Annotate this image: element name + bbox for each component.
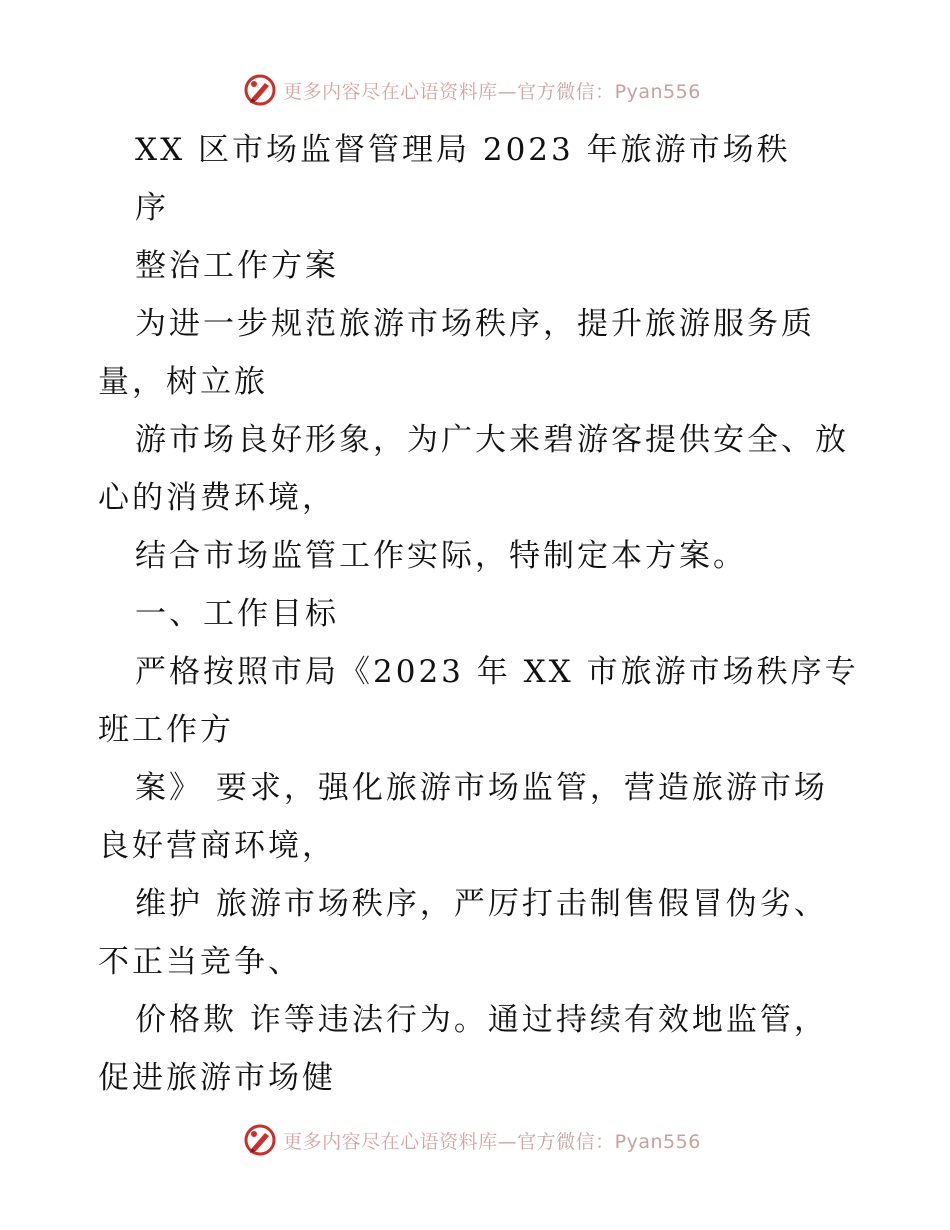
paragraph-line: 维护 旅游市场秩序，严厉打击制售假冒伪劣、 (135, 886, 828, 922)
watermark-banner-top (0, 70, 950, 110)
paragraph-line: 促进旅游市场健 (98, 1060, 336, 1096)
paragraph-line: 量，树立旅 (98, 364, 268, 400)
paragraph-line: 严格按照市局《2023 年 XX 市旅游市场秩序专 (135, 654, 859, 690)
section-heading: 一、工作目标 (135, 596, 339, 632)
paragraph-line: 班工作方 (98, 712, 234, 748)
pen-logo-icon (243, 73, 277, 107)
paragraph-line: 不正当竞争、 (98, 944, 302, 980)
doc-title-line-3: 整治工作方案 (135, 248, 339, 284)
watermark-content (243, 1123, 701, 1157)
pen-logo-icon (243, 1123, 277, 1157)
watermark-content (243, 73, 701, 107)
paragraph-line: 游市场良好形象，为广大来碧游客提供安全、放 (135, 422, 849, 458)
paragraph-line: 心的消费环境， (98, 480, 336, 516)
doc-title-line-1: XX 区市场监督管理局 2023 年旅游市场秩 (135, 132, 791, 168)
watermark-text: 更多内容尽在心语资料库—官方微信：Pyan556 (283, 1130, 701, 1153)
paragraph-line: 案》 要求，强化旅游市场监管，营造旅游市场 (135, 770, 828, 806)
paragraph-line: 良好营商环境， (98, 828, 336, 864)
paragraph-line: 价格欺 诈等违法行为。通过持续有效地监管， (135, 1002, 828, 1038)
paragraph-line: 结合市场监管工作实际，特制定本方案。 (135, 538, 747, 574)
watermark-banner-bottom (0, 1120, 950, 1160)
paragraph-line: 为进一步规范旅游市场秩序，提升旅游服务质 (135, 306, 815, 342)
doc-title-line-2: 序 (135, 190, 169, 226)
watermark-text: 更多内容尽在心语资料库—官方微信：Pyan556 (283, 80, 701, 103)
